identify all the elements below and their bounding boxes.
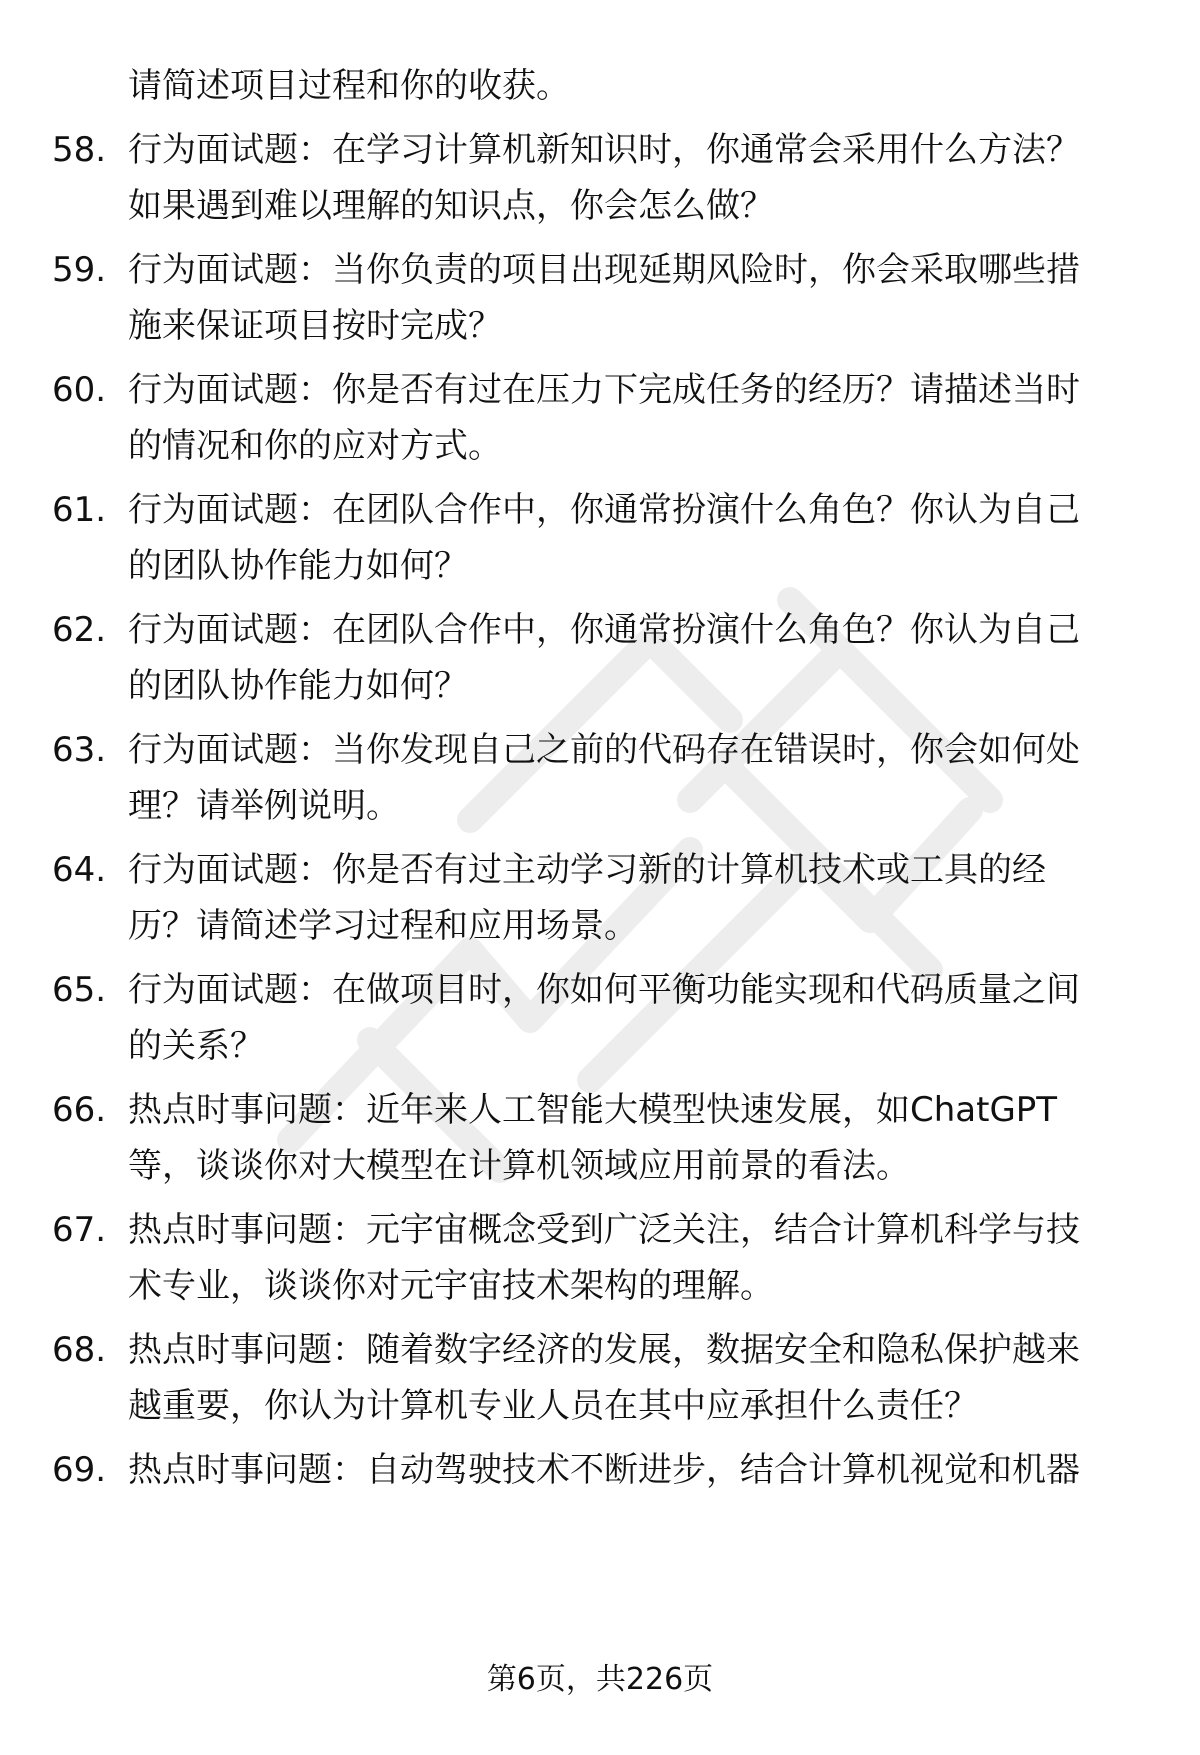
item-text-line: 热点时事问题：近年来人工智能大模型快速发展，如ChatGPT	[128, 1090, 1058, 1130]
item-number: 66.	[52, 1090, 107, 1130]
item-number: 58.	[52, 130, 107, 170]
item-text-line: 行为面试题：当你负责的项目出现延期风险时，你会采取哪些措	[128, 250, 1080, 290]
item-text-line: 理？请举例说明。	[128, 786, 400, 826]
item-text-line: 的团队协作能力如何？	[128, 546, 468, 586]
item-text-line: 热点时事问题：随着数字经济的发展，数据安全和隐私保护越来	[128, 1330, 1080, 1370]
item-number: 65.	[52, 970, 107, 1010]
item-text-line: 越重要，你认为计算机专业人员在其中应承担什么责任？	[128, 1386, 978, 1426]
item-text-line: 行为面试题：你是否有过在压力下完成任务的经历？请描述当时	[128, 370, 1080, 410]
item-text-line: 行为面试题：你是否有过主动学习新的计算机技术或工具的经	[128, 850, 1046, 890]
item-number: 63.	[52, 730, 107, 770]
item-text-line: 术专业，谈谈你对元宇宙技术架构的理解。	[128, 1266, 774, 1306]
item-text-line: 热点时事问题：元宇宙概念受到广泛关注，结合计算机科学与技	[128, 1210, 1080, 1250]
item-text-line: 的情况和你的应对方式。	[128, 426, 502, 466]
item-number: 60.	[52, 370, 107, 410]
item-text-line: 施来保证项目按时完成？	[128, 306, 502, 346]
page-footer: 第6页，共226页	[486, 1662, 714, 1697]
item-number: 61.	[52, 490, 107, 530]
item-number: 69.	[52, 1450, 107, 1490]
item-text-line: 行为面试题：在学习计算机新知识时，你通常会采用什么方法？	[128, 130, 1080, 170]
item-text-line: 行为面试题：在团队合作中，你通常扮演什么角色？你认为自己	[128, 610, 1080, 650]
item-number: 62.	[52, 610, 107, 650]
continuation-line: 请简述项目过程和你的收获。	[128, 66, 570, 106]
item-number: 59.	[52, 250, 107, 290]
item-text-line: 行为面试题：在做项目时，你如何平衡功能实现和代码质量之间	[128, 970, 1080, 1010]
item-text-line: 热点时事问题：自动驾驶技术不断进步，结合计算机视觉和机器	[128, 1450, 1080, 1490]
item-text-line: 的关系？	[128, 1026, 264, 1066]
item-text-line: 的团队协作能力如何？	[128, 666, 468, 706]
item-text-line: 历？请简述学习过程和应用场景。	[128, 906, 638, 946]
item-text-line: 如果遇到难以理解的知识点，你会怎么做？	[128, 186, 774, 226]
item-text-line: 行为面试题：当你发现自己之前的代码存在错误时，你会如何处	[128, 730, 1080, 770]
item-text-line: 行为面试题：在团队合作中，你通常扮演什么角色？你认为自己	[128, 490, 1080, 530]
item-number: 67.	[52, 1210, 107, 1250]
item-number: 64.	[52, 850, 107, 890]
item-number: 68.	[52, 1330, 107, 1370]
item-text-line: 等，谈谈你对大模型在计算机领域应用前景的看法。	[128, 1146, 910, 1186]
